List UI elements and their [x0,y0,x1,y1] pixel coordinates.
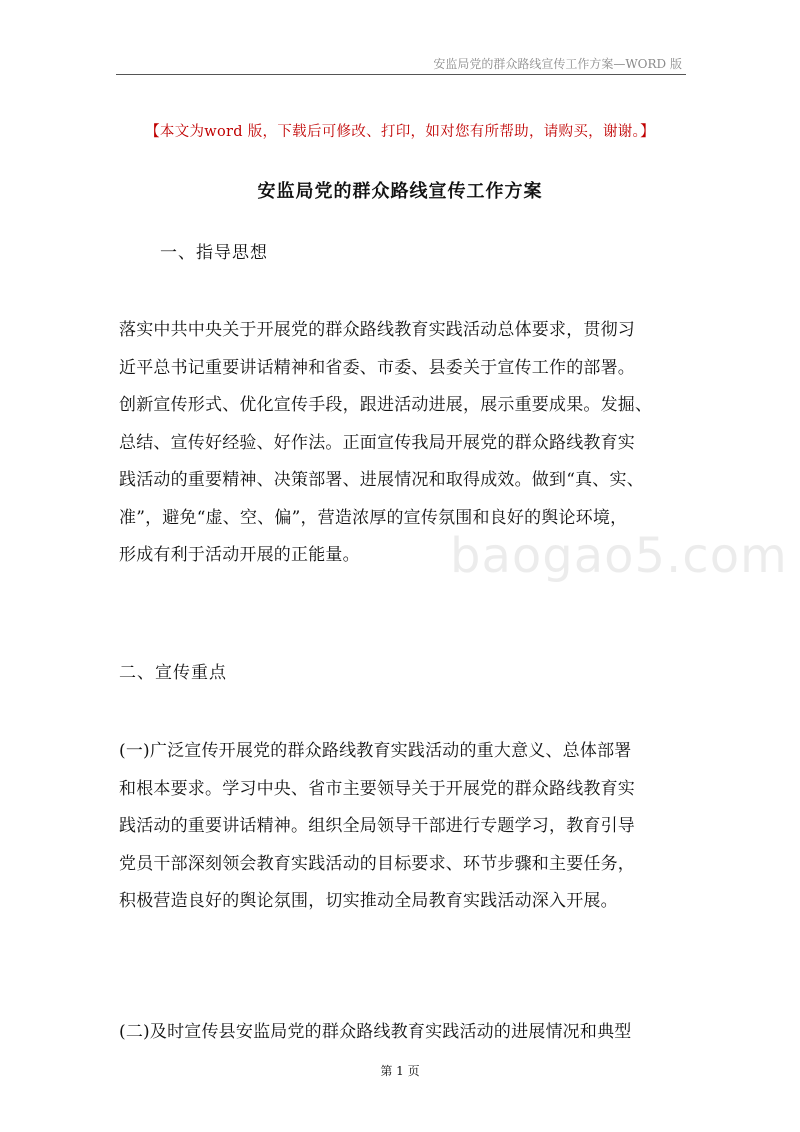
paragraph-line: 总结、宣传好经验、好作法。正面宣传我局开展党的群众路线教育实 [119,432,635,453]
paragraph-line: (二)及时宣传县安监局党的群众路线教育实践活动的进展情况和典型 [119,1022,632,1042]
paragraph-line: 践活动的重要讲话精神。组织全局领导干部进行专题学习，教育引导 [119,816,635,836]
paragraph-line: 形成有利于活动开展的正能量。 [119,545,360,565]
paragraph-line: 践活动的重要精神、决策部署、进展情况和取得成效。做到“真、实、 [119,470,644,490]
running-header: 安监局党的群众路线宣传工作方案—WORD 版 [433,57,682,71]
page-number: 第 1 页 [380,1064,420,1078]
paragraph-line: 党员干部深刻领会教育实践活动的目标要求、环节步骤和主要任务， [119,853,635,874]
paragraph-line: 落实中共中央关于开展党的群众路线教育实践活动总体要求，贯彻习 [119,320,635,340]
paragraph-key-point-1 [119,733,689,921]
watermark: baogao5.com [450,528,788,584]
paragraph-line: 近平总书记重要讲话精神和省委、市委、县委关于宣传工作的部署。 [119,357,635,378]
paragraph-key-point-2 [119,1014,689,1052]
paragraph-line: 和根本要求。学习中央、省市主要领导关于开展党的群众路线教育实 [119,778,635,799]
section-heading-guiding-thought: 一、指导思想 [160,243,268,263]
paragraph-line: 准”，避免“虚、空、偏”，营造浓厚的宣传氛围和良好的舆论环境， [119,507,628,528]
paragraph-line: 积极营造良好的舆论氛围，切实推动全局教育实践活动深入开展。 [119,891,618,911]
document-title: 安监局党的群众路线宣传工作方案 [257,181,543,202]
paragraph-line: (一)广泛宣传开展党的群众路线教育实践活动的重大意义、总体部署 [119,741,632,761]
paragraph-line: 创新宣传形式、优化宣传手段，跟进活动进展，展示重要成果。发掘、 [119,395,653,415]
header-divider [116,74,686,75]
purchase-notice: 【本文为word 版，下载后可修改、打印，如对您有所帮助，请购买，谢谢。】 [145,124,655,140]
section-heading-key-points: 二、宣传重点 [119,663,227,683]
